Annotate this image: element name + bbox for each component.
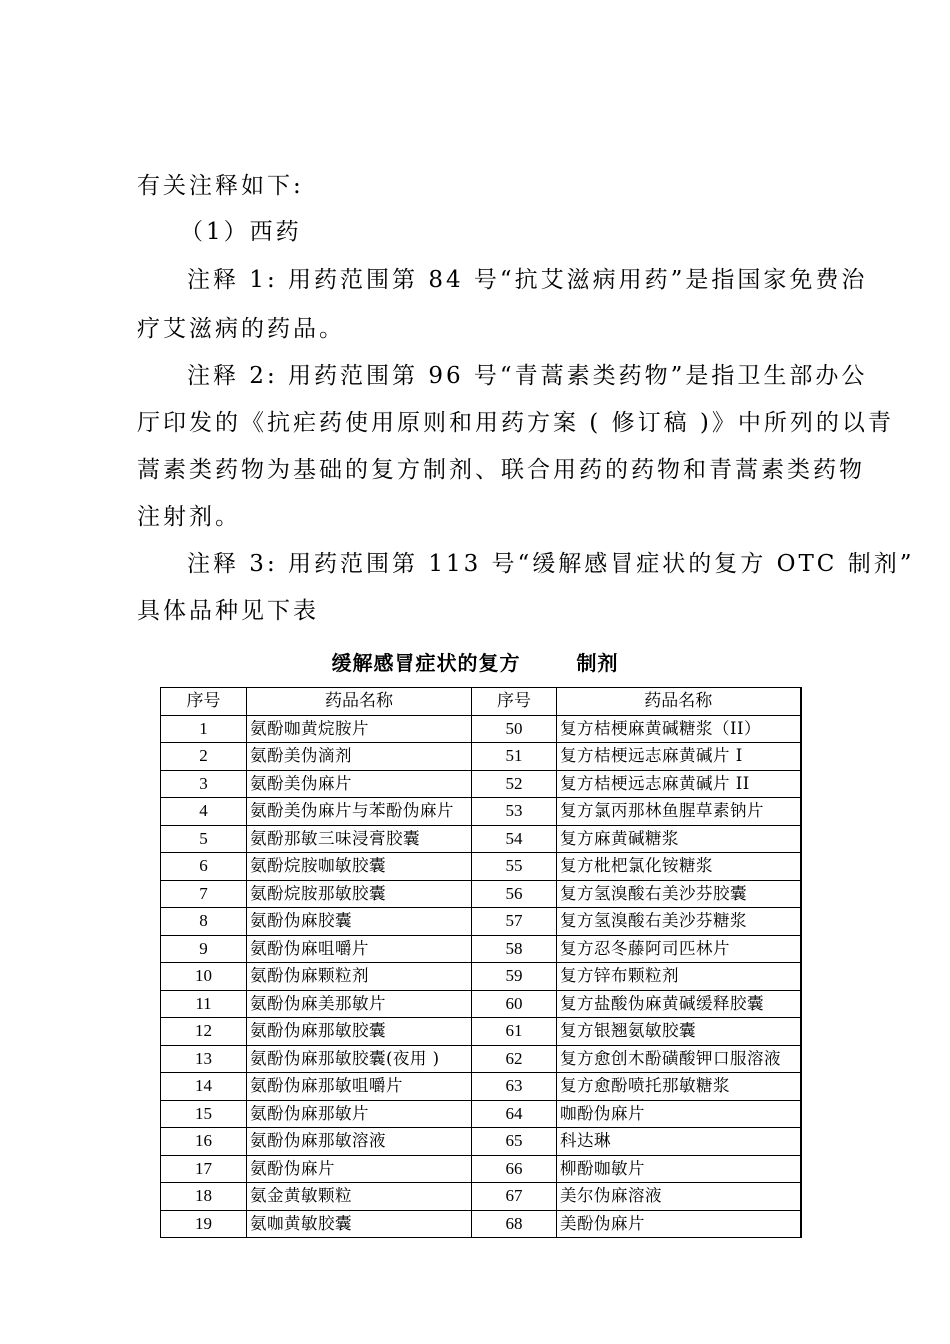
cell-index-left: 12 xyxy=(161,1018,247,1046)
cell-name-right: 复方桔梗麻黄碱糖浆（II） xyxy=(557,715,801,743)
cell-name-left: 氨咖黄敏胶囊 xyxy=(247,1210,472,1238)
table-row xyxy=(161,743,801,771)
drug-table xyxy=(160,687,802,1238)
note2-line2: 厅印发的《抗疟药使用原则和用药方案 ( 修订稿 )》中所列的以青 xyxy=(137,410,894,436)
note2-line4: 注射剂。 xyxy=(137,504,241,530)
cell-name-left: 氨酚美伪滴剂 xyxy=(247,743,472,771)
cell-index-left: 6 xyxy=(161,853,247,881)
cell-index-left: 1 xyxy=(161,715,247,743)
section-heading: （1）西药 xyxy=(180,219,302,245)
cell-index-right: 60 xyxy=(472,990,557,1018)
cell-name-right: 复方桔梗远志麻黄碱片 I xyxy=(557,743,801,771)
cell-index-left: 5 xyxy=(161,825,247,853)
cell-name-left: 氨酚咖黄烷胺片 xyxy=(247,715,472,743)
note1-line1: 注释 1: 用药范围第 84 号“抗艾滋病用药”是指国家免费治 xyxy=(187,267,868,293)
table-row xyxy=(161,715,801,743)
cell-name-left: 氨酚伪麻美那敏片 xyxy=(247,990,472,1018)
table-row xyxy=(161,1128,801,1156)
cell-index-left: 18 xyxy=(161,1183,247,1211)
table-title-part2: 制剂 xyxy=(576,651,619,675)
header-index-right: 序号 xyxy=(472,688,557,716)
cell-index-left: 19 xyxy=(161,1210,247,1238)
header-name-right: 药品名称 xyxy=(557,688,801,716)
table-row xyxy=(161,880,801,908)
cell-name-right: 复方枇杷氯化铵糖浆 xyxy=(557,853,801,881)
cell-name-right: 复方氢溴酸右美沙芬胶囊 xyxy=(557,880,801,908)
cell-index-right: 58 xyxy=(472,935,557,963)
table-row xyxy=(161,1210,801,1238)
cell-name-left: 氨酚伪麻片 xyxy=(247,1155,472,1183)
cell-name-right: 科达琳 xyxy=(557,1128,801,1156)
note2-line1: 注释 2: 用药范围第 96 号“青蒿素类药物”是指卫生部办公 xyxy=(187,363,868,389)
cell-index-right: 56 xyxy=(472,880,557,908)
cell-index-right: 59 xyxy=(472,963,557,991)
cell-name-right: 咖酚伪麻片 xyxy=(557,1100,801,1128)
cell-index-right: 65 xyxy=(472,1128,557,1156)
cell-index-left: 2 xyxy=(161,743,247,771)
cell-name-left: 氨酚伪麻那敏胶囊 xyxy=(247,1018,472,1046)
cell-index-right: 66 xyxy=(472,1155,557,1183)
table-row xyxy=(161,990,801,1018)
cell-index-right: 62 xyxy=(472,1045,557,1073)
cell-index-left: 17 xyxy=(161,1155,247,1183)
cell-name-left: 氨酚美伪麻片 xyxy=(247,770,472,798)
cell-index-left: 11 xyxy=(161,990,247,1018)
cell-name-right: 复方锌布颗粒剂 xyxy=(557,963,801,991)
cell-name-left: 氨酚伪麻咀嚼片 xyxy=(247,935,472,963)
note3-line2: 具体品种见下表 xyxy=(137,598,319,624)
cell-name-right: 复方氯丙那林鱼腥草素钠片 xyxy=(557,798,801,826)
note1-line2: 疗艾滋病的药品。 xyxy=(137,316,345,342)
cell-index-left: 13 xyxy=(161,1045,247,1073)
cell-name-left: 氨酚伪麻那敏片 xyxy=(247,1100,472,1128)
table-row xyxy=(161,853,801,881)
cell-name-left: 氨酚伪麻胶囊 xyxy=(247,908,472,936)
cell-name-left: 氨酚伪麻那敏胶囊(夜用 ) xyxy=(247,1045,472,1073)
table-row xyxy=(161,1073,801,1101)
cell-index-right: 51 xyxy=(472,743,557,771)
cell-index-right: 68 xyxy=(472,1210,557,1238)
cell-name-right: 复方忍冬藤阿司匹林片 xyxy=(557,935,801,963)
cell-name-left: 氨酚伪麻那敏咀嚼片 xyxy=(247,1073,472,1101)
cell-name-left: 氨酚烷胺咖敏胶囊 xyxy=(247,853,472,881)
table-row xyxy=(161,825,801,853)
table-row xyxy=(161,935,801,963)
cell-index-left: 9 xyxy=(161,935,247,963)
cell-name-left: 氨酚伪麻那敏溶液 xyxy=(247,1128,472,1156)
cell-index-right: 64 xyxy=(472,1100,557,1128)
cell-index-right: 57 xyxy=(472,908,557,936)
table-row xyxy=(161,770,801,798)
cell-index-right: 67 xyxy=(472,1183,557,1211)
table-row xyxy=(161,1018,801,1046)
note2-line3: 蒿素类药物为基础的复方制剂、联合用药的药物和青蒿素类药物 xyxy=(137,457,865,483)
table-row xyxy=(161,1100,801,1128)
table-row xyxy=(161,1045,801,1073)
cell-name-right: 复方愈酚喷托那敏糖浆 xyxy=(557,1073,801,1101)
header-name-left: 药品名称 xyxy=(247,688,472,716)
cell-name-right: 复方桔梗远志麻黄碱片 II xyxy=(557,770,801,798)
cell-name-left: 氨酚那敏三味浸膏胶囊 xyxy=(247,825,472,853)
cell-index-left: 3 xyxy=(161,770,247,798)
cell-index-left: 10 xyxy=(161,963,247,991)
cell-index-right: 55 xyxy=(472,853,557,881)
table-row xyxy=(161,908,801,936)
table-title xyxy=(0,647,950,676)
cell-name-left: 氨酚伪麻颗粒剂 xyxy=(247,963,472,991)
cell-name-right: 美尔伪麻溶液 xyxy=(557,1183,801,1211)
cell-index-right: 50 xyxy=(472,715,557,743)
cell-name-right: 复方愈创木酚磺酸钾口服溶液 xyxy=(557,1045,801,1073)
cell-index-left: 4 xyxy=(161,798,247,826)
table-row xyxy=(161,963,801,991)
cell-name-right: 复方麻黄碱糖浆 xyxy=(557,825,801,853)
cell-index-left: 14 xyxy=(161,1073,247,1101)
cell-index-left: 16 xyxy=(161,1128,247,1156)
cell-name-right: 复方盐酸伪麻黄碱缓释胶囊 xyxy=(557,990,801,1018)
cell-index-right: 63 xyxy=(472,1073,557,1101)
cell-index-left: 8 xyxy=(161,908,247,936)
cell-name-left: 氨金黄敏颗粒 xyxy=(247,1183,472,1211)
cell-index-right: 53 xyxy=(472,798,557,826)
table-row xyxy=(161,1183,801,1211)
cell-index-left: 7 xyxy=(161,880,247,908)
cell-name-left: 氨酚烷胺那敏胶囊 xyxy=(247,880,472,908)
cell-index-right: 52 xyxy=(472,770,557,798)
cell-index-left: 15 xyxy=(161,1100,247,1128)
note3-line1: 注释 3: 用药范围第 113 号“缓解感冒症状的复方 OTC 制剂” xyxy=(187,551,915,577)
table-title-part1: 缓解感冒症状的复方 xyxy=(331,651,521,675)
cell-name-right: 美酚伪麻片 xyxy=(557,1210,801,1238)
cell-index-right: 61 xyxy=(472,1018,557,1046)
cell-index-right: 54 xyxy=(472,825,557,853)
cell-name-left: 氨酚美伪麻片与苯酚伪麻片 xyxy=(247,798,472,826)
cell-name-right: 复方银翘氨敏胶囊 xyxy=(557,1018,801,1046)
cell-name-right: 柳酚咖敏片 xyxy=(557,1155,801,1183)
header-index-left: 序号 xyxy=(161,688,247,716)
intro-text: 有关注释如下: xyxy=(137,173,304,199)
table-row xyxy=(161,1155,801,1183)
cell-name-right: 复方氢溴酸右美沙芬糖浆 xyxy=(557,908,801,936)
table-row xyxy=(161,798,801,826)
table-header-row xyxy=(161,688,801,716)
